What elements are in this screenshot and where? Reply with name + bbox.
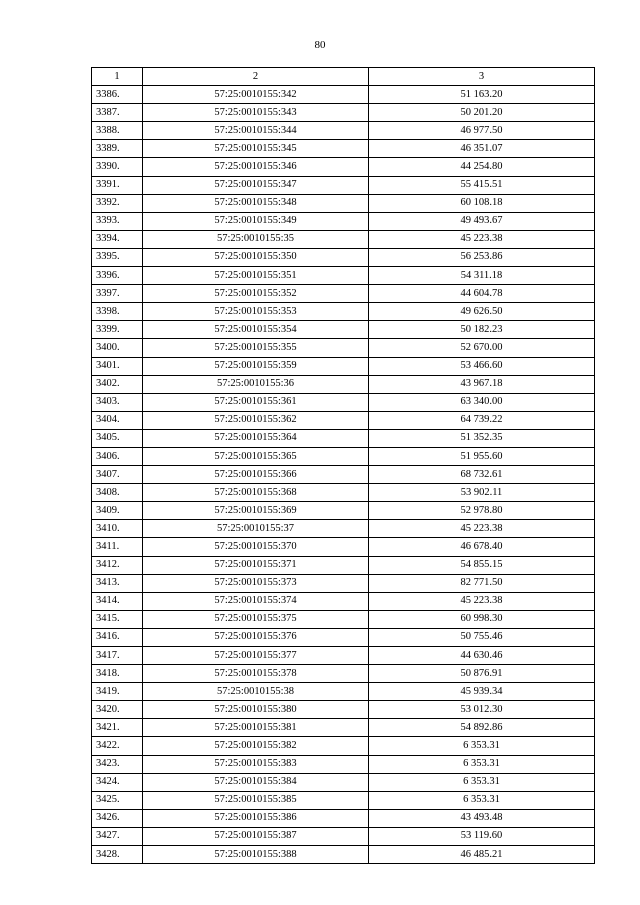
value-cell: 51 352.35 [369,429,595,447]
table-row [92,393,595,411]
table-row [92,755,595,773]
table-row [92,429,595,447]
cadastral-number-cell: 57:25:0010155:353 [143,303,369,321]
table-row [92,321,595,339]
table-row [92,248,595,266]
page-number: 80 [314,39,326,51]
row-number-cell: 3393. [92,212,143,230]
value-cell: 82 771.50 [369,574,595,592]
table-row [92,737,595,755]
header-cell-2: 2 [143,68,369,86]
cadastral-number-cell: 57:25:0010155:362 [143,411,369,429]
value-cell: 56 253.86 [369,248,595,266]
table-row [92,556,595,574]
value-cell: 49 626.50 [369,303,595,321]
row-number-cell: 3411. [92,538,143,556]
table-row [92,140,595,158]
row-number-cell: 3390. [92,158,143,176]
table-row [92,466,595,484]
value-cell: 60 998.30 [369,610,595,628]
cadastral-number-cell: 57:25:0010155:378 [143,665,369,683]
value-cell: 54 892.86 [369,719,595,737]
value-cell: 6 353.31 [369,773,595,791]
row-number-cell: 3398. [92,303,143,321]
row-number-cell: 3391. [92,176,143,194]
cadastral-number-cell: 57:25:0010155:35 [143,230,369,248]
row-number-cell: 3418. [92,665,143,683]
cadastral-number-cell: 57:25:0010155:380 [143,701,369,719]
row-number-cell: 3386. [92,86,143,104]
row-number-cell: 3394. [92,230,143,248]
table-header [92,68,595,86]
cadastral-number-cell: 57:25:0010155:348 [143,194,369,212]
cadastral-number-cell: 57:25:0010155:345 [143,140,369,158]
value-cell: 50 182.23 [369,321,595,339]
value-cell: 50 755.46 [369,628,595,646]
value-cell: 60 108.18 [369,194,595,212]
cadastral-number-cell: 57:25:0010155:349 [143,212,369,230]
table-row [92,773,595,791]
row-number-cell: 3401. [92,357,143,375]
value-cell: 6 353.31 [369,737,595,755]
table-row [92,230,595,248]
table-row [92,158,595,176]
table-row [92,303,595,321]
cadastral-number-cell: 57:25:0010155:375 [143,610,369,628]
table-row [92,610,595,628]
value-cell: 64 739.22 [369,411,595,429]
value-cell: 44 604.78 [369,285,595,303]
table-body [92,86,595,864]
row-number-cell: 3389. [92,140,143,158]
value-cell: 53 119.60 [369,827,595,845]
table-row [92,176,595,194]
row-number-cell: 3426. [92,809,143,827]
row-number-cell: 3424. [92,773,143,791]
row-number-cell: 3387. [92,104,143,122]
cadastral-number-cell: 57:25:0010155:373 [143,574,369,592]
row-number-cell: 3396. [92,267,143,285]
row-number-cell: 3404. [92,411,143,429]
table-row [92,665,595,683]
cadastral-number-cell: 57:25:0010155:371 [143,556,369,574]
row-number-cell: 3407. [92,466,143,484]
header-cell-3: 3 [369,68,595,86]
table-row [92,809,595,827]
table-row [92,538,595,556]
table-header-row [92,68,595,86]
value-cell: 46 485.21 [369,846,595,864]
table-row [92,339,595,357]
value-cell: 46 977.50 [369,122,595,140]
value-cell: 44 630.46 [369,647,595,665]
row-number-cell: 3402. [92,375,143,393]
table-row [92,411,595,429]
cadastral-number-cell: 57:25:0010155:36 [143,375,369,393]
table-row [92,267,595,285]
row-number-cell: 3408. [92,484,143,502]
value-cell: 43 493.48 [369,809,595,827]
cadastral-number-cell: 57:25:0010155:383 [143,755,369,773]
value-cell: 50 876.91 [369,665,595,683]
cadastral-number-cell: 57:25:0010155:359 [143,357,369,375]
cadastral-number-cell: 57:25:0010155:37 [143,520,369,538]
cadastral-number-cell: 57:25:0010155:38 [143,683,369,701]
table-row [92,285,595,303]
value-cell: 45 223.38 [369,592,595,610]
row-number-cell: 3414. [92,592,143,610]
table-row [92,592,595,610]
row-number-cell: 3405. [92,429,143,447]
row-number-cell: 3427. [92,827,143,845]
table-row [92,212,595,230]
row-number-cell: 3422. [92,737,143,755]
cadastral-number-cell: 57:25:0010155:377 [143,647,369,665]
cadastral-number-cell: 57:25:0010155:355 [143,339,369,357]
table-row [92,683,595,701]
value-cell: 49 493.67 [369,212,595,230]
row-number-cell: 3397. [92,285,143,303]
cadastral-number-cell: 57:25:0010155:374 [143,592,369,610]
table-row [92,104,595,122]
cadastral-number-cell: 57:25:0010155:388 [143,846,369,864]
value-cell: 55 415.51 [369,176,595,194]
cadastral-number-cell: 57:25:0010155:384 [143,773,369,791]
row-number-cell: 3412. [92,556,143,574]
cadastral-number-cell: 57:25:0010155:350 [143,248,369,266]
value-cell: 68 732.61 [369,466,595,484]
value-cell: 51 955.60 [369,447,595,465]
cadastral-number-cell: 57:25:0010155:354 [143,321,369,339]
value-cell: 53 466.60 [369,357,595,375]
cadastral-number-cell: 57:25:0010155:376 [143,628,369,646]
table-row [92,701,595,719]
cadastral-number-cell: 57:25:0010155:370 [143,538,369,556]
value-cell: 63 340.00 [369,393,595,411]
value-cell: 54 311.18 [369,267,595,285]
table-row [92,791,595,809]
table-row [92,194,595,212]
cadastral-number-cell: 57:25:0010155:352 [143,285,369,303]
cadastral-number-cell: 57:25:0010155:361 [143,393,369,411]
cadastral-number-cell: 57:25:0010155:369 [143,502,369,520]
value-cell: 46 351.07 [369,140,595,158]
row-number-cell: 3425. [92,791,143,809]
row-number-cell: 3399. [92,321,143,339]
row-number-cell: 3421. [92,719,143,737]
cadastral-number-cell: 57:25:0010155:364 [143,429,369,447]
row-number-cell: 3428. [92,846,143,864]
value-cell: 43 967.18 [369,375,595,393]
value-cell: 51 163.20 [369,86,595,104]
value-cell: 45 223.38 [369,520,595,538]
cadastral-number-cell: 57:25:0010155:365 [143,447,369,465]
value-cell: 52 670.00 [369,339,595,357]
row-number-cell: 3415. [92,610,143,628]
value-cell: 6 353.31 [369,755,595,773]
table-row [92,827,595,845]
value-cell: 53 012.30 [369,701,595,719]
value-cell: 45 223.38 [369,230,595,248]
cadastral-number-cell: 57:25:0010155:368 [143,484,369,502]
cadastral-number-cell: 57:25:0010155:386 [143,809,369,827]
table-row [92,719,595,737]
table-row [92,846,595,864]
data-table [91,67,595,864]
value-cell: 45 939.34 [369,683,595,701]
table-row [92,647,595,665]
value-cell: 54 855.15 [369,556,595,574]
value-cell: 46 678.40 [369,538,595,556]
table-row [92,520,595,538]
table-row [92,375,595,393]
value-cell: 50 201.20 [369,104,595,122]
row-number-cell: 3419. [92,683,143,701]
value-cell: 6 353.31 [369,791,595,809]
row-number-cell: 3413. [92,574,143,592]
row-number-cell: 3410. [92,520,143,538]
row-number-cell: 3417. [92,647,143,665]
table-row [92,502,595,520]
cadastral-number-cell: 57:25:0010155:351 [143,267,369,285]
cadastral-number-cell: 57:25:0010155:381 [143,719,369,737]
cadastral-number-cell: 57:25:0010155:344 [143,122,369,140]
cadastral-number-cell: 57:25:0010155:346 [143,158,369,176]
cadastral-number-cell: 57:25:0010155:343 [143,104,369,122]
row-number-cell: 3388. [92,122,143,140]
cadastral-number-cell: 57:25:0010155:342 [143,86,369,104]
table-row [92,357,595,375]
cadastral-number-cell: 57:25:0010155:385 [143,791,369,809]
row-number-cell: 3403. [92,393,143,411]
row-number-cell: 3416. [92,628,143,646]
row-number-cell: 3406. [92,447,143,465]
cadastral-number-cell: 57:25:0010155:366 [143,466,369,484]
table-row [92,574,595,592]
row-number-cell: 3409. [92,502,143,520]
row-number-cell: 3400. [92,339,143,357]
table-row [92,484,595,502]
header-cell-1: 1 [92,68,143,86]
row-number-cell: 3423. [92,755,143,773]
table-row [92,86,595,104]
cadastral-number-cell: 57:25:0010155:382 [143,737,369,755]
row-number-cell: 3395. [92,248,143,266]
value-cell: 53 902.11 [369,484,595,502]
cadastral-number-cell: 57:25:0010155:387 [143,827,369,845]
value-cell: 44 254.80 [369,158,595,176]
row-number-cell: 3392. [92,194,143,212]
row-number-cell: 3420. [92,701,143,719]
table-row [92,447,595,465]
value-cell: 52 978.80 [369,502,595,520]
table-row [92,628,595,646]
cadastral-number-cell: 57:25:0010155:347 [143,176,369,194]
table-row [92,122,595,140]
